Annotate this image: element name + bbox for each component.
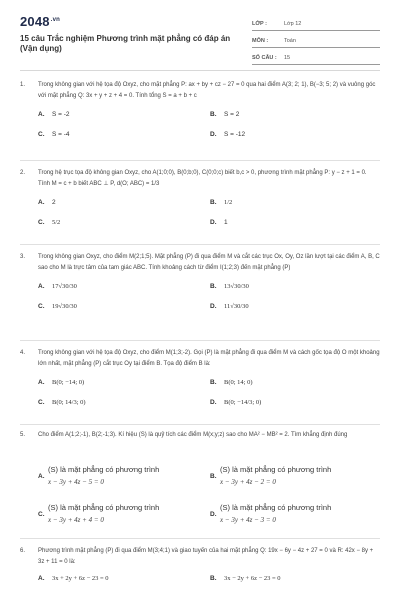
option-a[interactable] (38, 196, 56, 208)
logo-suffix: .vn (50, 16, 61, 23)
option-letter: B. (210, 198, 217, 206)
option-text: S = -12 (224, 130, 246, 138)
option-text: (S) là mặt phẳng có phương trình (48, 503, 160, 512)
option-letter: D. (210, 510, 217, 518)
option-text: 11√30/30 (224, 302, 249, 310)
option-text: S = -4 (52, 130, 70, 138)
option-d[interactable] (210, 300, 249, 312)
meta-value: Lớp 12 (284, 21, 302, 27)
option-c[interactable] (38, 216, 60, 228)
question-body: Phương trình mặt phẳng (P) đi qua điểm M(3;4;1) và giao tuyến của hai mặt phẳng Q: 19x − 6y − 4z + 27 = 0 và R: 42x − 8y + 3z + 11 = 0 là: (38, 548, 374, 565)
option-b[interactable] (210, 376, 253, 388)
question-3 (20, 252, 380, 316)
meta-value: 15 (284, 55, 291, 61)
meta-table (252, 14, 380, 65)
option-text: (S) là mặt phẳng có phương trình (220, 465, 332, 474)
options (20, 376, 380, 412)
question-body: Cho điểm A(1;2;-1), B(2;-1;3). Kí hiệu (S) là quỹ tích các điểm M(x;y;z) sao cho MA² − MB² = 2. Tìm khẳng định đúng (38, 432, 348, 438)
option-text: B(0; −14/3; 0) (224, 398, 262, 406)
option-text: 2 (52, 198, 56, 206)
question-2 (20, 168, 380, 232)
option-text: 17√30/30 (52, 282, 77, 290)
options (20, 280, 380, 316)
question-number: 3. (20, 254, 26, 260)
option-a[interactable] (38, 464, 159, 488)
option-letter: C. (38, 218, 45, 226)
option-text: 1 (224, 218, 228, 226)
option-letter: D. (210, 302, 217, 310)
option-text: B(0; 14; 0) (224, 378, 253, 386)
option-c[interactable] (38, 300, 77, 312)
option-text: B(0; −14; 0) (52, 378, 85, 386)
question-1 (20, 80, 380, 144)
option-a[interactable] (38, 108, 70, 120)
question-body: Trong không gian với hệ tọa độ Oxyz, cho mặt phẳng P: ax + by + cz − 27 = 0 qua hai điểm A(3; 2; 1), B(−3; 5; 2) và vuông góc với mặt phẳng Q: 3x + y + z + 4 = 0. Tính tổng S = a + b + c (38, 82, 376, 99)
option-text: (S) là mặt phẳng có phương trình (220, 503, 332, 512)
option-text: 1/2 (224, 198, 233, 206)
meta-row-subject (252, 31, 380, 48)
option-letter: D. (210, 218, 217, 226)
options (20, 196, 380, 232)
option-letter: B. (210, 574, 217, 582)
option-a[interactable] (38, 376, 84, 388)
option-text: 3x − 2y + 6z − 23 = 0 (224, 574, 281, 582)
option-equation: x − 3y + 4z − 5 = 0 (48, 478, 104, 486)
option-body (220, 464, 331, 488)
option-letter: B. (210, 282, 217, 290)
option-text: B(0; 14/3; 0) (52, 398, 86, 406)
option-letter: C. (38, 130, 45, 138)
option-equation: x − 3y + 4z − 3 = 0 (220, 516, 276, 524)
meta-row-count (252, 48, 380, 65)
option-equation: x − 3y + 4z − 2 = 0 (220, 478, 276, 486)
option-body (220, 502, 331, 526)
option-b[interactable] (210, 196, 232, 208)
meta-row-class (252, 14, 380, 31)
option-a[interactable] (38, 572, 109, 584)
site-logo[interactable] (20, 14, 60, 29)
option-c[interactable] (38, 128, 70, 140)
option-d[interactable] (210, 128, 245, 140)
option-letter: B. (210, 110, 217, 118)
option-a[interactable] (38, 280, 77, 292)
question-6 (20, 546, 380, 586)
option-c[interactable] (38, 396, 86, 408)
option-b[interactable] (210, 280, 249, 292)
option-text: 5/2 (52, 218, 61, 226)
option-text: S = 2 (224, 110, 240, 118)
option-b[interactable] (210, 108, 239, 120)
option-d[interactable] (210, 216, 228, 228)
question-4 (20, 348, 380, 412)
option-letter: A. (38, 110, 45, 118)
option-text: (S) là mặt phẳng có phương trình (48, 465, 160, 474)
option-d[interactable] (210, 396, 261, 408)
question-number: 1. (20, 82, 26, 88)
question-text (20, 430, 380, 441)
meta-value: Toán (284, 38, 296, 44)
page-title: 15 câu Trắc nghiệm Phương trình mặt phẳng có đáp án (Vận dụng) (20, 34, 231, 53)
option-letter: A. (38, 472, 45, 480)
question-number: 6. (20, 548, 26, 554)
option-text: S = -2 (52, 110, 70, 118)
question-number: 4. (20, 350, 26, 356)
meta-label: LỚP : (252, 21, 267, 27)
question-body: Trong hệ trục tọa độ không gian Oxyz, cho A(1;0;0), B(0;b;0), C(0;0;c) biết b,c > 0, phương trình mặt phẳng P: y − z + 1 = 0. Tính M = c + b biết ABC ⊥ P, d(O; ABC) = 1/3 (38, 170, 367, 187)
option-letter: C. (38, 398, 45, 406)
meta-label: MÔN : (252, 38, 269, 44)
option-letter: A. (38, 574, 45, 582)
options (20, 108, 380, 144)
option-letter: A. (38, 378, 45, 386)
option-c[interactable] (38, 502, 159, 526)
option-text: 3x + 2y + 6z − 23 = 0 (52, 574, 109, 582)
option-b[interactable] (210, 464, 331, 488)
option-letter: D. (210, 398, 217, 406)
question-text (20, 168, 380, 190)
meta-label: SỐ CÂU : (252, 55, 277, 61)
question-body: Trong không gian Oxyz, cho điểm M(2;1;5). Mặt phẳng (P) đi qua điểm M và cắt các trục Ox, Oy, Oz lần lượt tại các điểm A, B, C sao cho M là trực tâm của tam giác ABC. Tính khoảng cách từ điểm I(1;2;3) đến mặt phẳng (P) (38, 254, 380, 271)
option-body (48, 502, 159, 526)
question-text (20, 80, 380, 102)
option-text: 13√30/30 (224, 282, 249, 290)
option-letter: C. (38, 302, 45, 310)
option-letter: B. (210, 378, 217, 386)
option-letter: A. (38, 282, 45, 290)
question-text (20, 348, 380, 370)
question-divider (20, 160, 380, 161)
options (20, 572, 380, 586)
question-text (20, 546, 380, 568)
logo-text: 2048 (20, 14, 50, 29)
option-equation: x − 3y + 4z + 4 = 0 (48, 516, 104, 524)
option-body (48, 464, 159, 488)
question-body: Trong không gian với hệ tọa độ Oxyz, cho điểm M(1;3;-2). Gọi (P) là mặt phẳng đi qua điểm M và cách gốc tọa độ O một khoảng lớn nhất, mặt phẳng (P) cắt trục Oy tại điểm B. Tọa độ điểm B là: (38, 350, 380, 367)
option-letter: A. (38, 198, 45, 206)
question-divider (20, 244, 380, 245)
question-divider (20, 340, 380, 341)
question-5 (20, 430, 380, 441)
option-letter: C. (38, 510, 45, 518)
question-divider (20, 538, 380, 539)
option-d[interactable] (210, 502, 331, 526)
question-number: 2. (20, 170, 26, 176)
question-number: 5. (20, 432, 26, 438)
question-text (20, 252, 380, 274)
option-text: 19√30/30 (52, 302, 77, 310)
option-letter: B. (210, 472, 217, 480)
option-b[interactable] (210, 572, 281, 584)
option-letter: D. (210, 130, 217, 138)
header-divider (20, 70, 380, 71)
question-divider (20, 424, 380, 425)
